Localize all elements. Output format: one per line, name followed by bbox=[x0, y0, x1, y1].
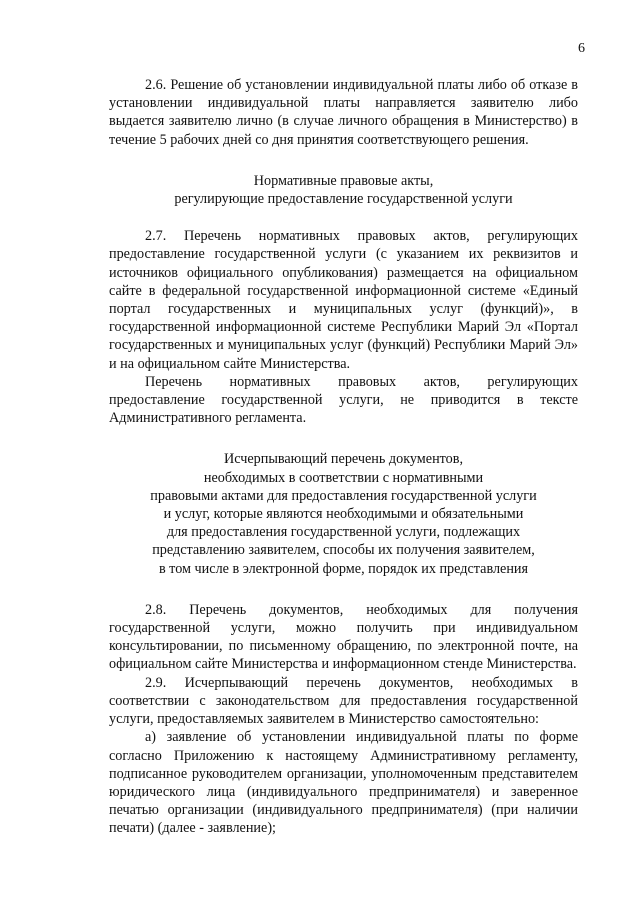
heading-line: и услуг, которые являются необходимыми и обязательными bbox=[163, 506, 524, 523]
heading-line: представлению заявителем, способы их получения заявителем, bbox=[152, 542, 535, 559]
heading-line: Исчерпывающий перечень документов, bbox=[223, 451, 464, 468]
document-body bbox=[109, 76, 578, 838]
paragraph-2-6: 2.6. Решение об установлении индивидуальной платы либо об отказе в установлении индивидуальной платы направляется заявителю либо выдается заявителю лично (в случае личного обращения в Министерство) в течение 5 рабочих дней со дня принятия соответствующего решения. bbox=[109, 77, 578, 148]
heading-line: в том числе в электронной форме, порядок их представления bbox=[158, 560, 529, 577]
paragraph-2-8: 2.8. Перечень документов, необходимых для получения государственной услуги, можно получить при индивидуальном консультировании, по письменному обращению, по электронной почте, на официальном сайте Министерства и информационном стенде Министерства. bbox=[109, 601, 578, 673]
heading-line: Нормативные правовые акты, bbox=[253, 172, 434, 189]
page-number: 6 bbox=[578, 41, 585, 56]
heading-line: для предоставления государственной услуги, подлежащих bbox=[166, 524, 521, 541]
heading-line: необходимых в соответствии с нормативными bbox=[203, 469, 484, 486]
heading-line: регулирующие предоставление государственной услуги bbox=[174, 191, 513, 208]
heading-normative-acts bbox=[109, 172, 578, 208]
paragraph-2-7: 2.7. Перечень нормативных правовых актов, регулирующих предоставление государственной услуги (с указанием их реквизитов и источников официального опубликования) размещается на официальном сайте в федеральной государственной информационной системе «Единый портал государственных и муниципальных услуг (функций)», в государственной информационной системе Республики Марий Эл «Портал государственных и муниципальных услуг (функций) Республики Марий Эл» и на официальном сайте Министерства. bbox=[109, 228, 578, 372]
paragraph-2-7-continued: Перечень нормативных правовых актов, регулирующих предоставление государственной услуги, не приводится в тексте Административного регламента. bbox=[109, 373, 578, 427]
paragraph-2-9: 2.9. Исчерпывающий перечень документов, необходимых в соответствии с законодательством для предоставления государственной услуги, предоставляемых заявителем в Министерство самостоятельно: bbox=[109, 674, 578, 728]
paragraph-2-9-a: а) заявление об установлении индивидуальной платы по форме согласно Приложению к настоящему Административному регламенту, подписанное руководителем организации, уполномоченным представителем юридического лица (индивидуального предпринимателя) и заверенное печатью организации (индивидуального предпринимателя) (при наличии печати) (далее - заявление); bbox=[109, 729, 578, 837]
heading-line: правовыми актами для предоставления государственной услуги bbox=[150, 487, 537, 504]
heading-documents-list bbox=[109, 450, 578, 577]
